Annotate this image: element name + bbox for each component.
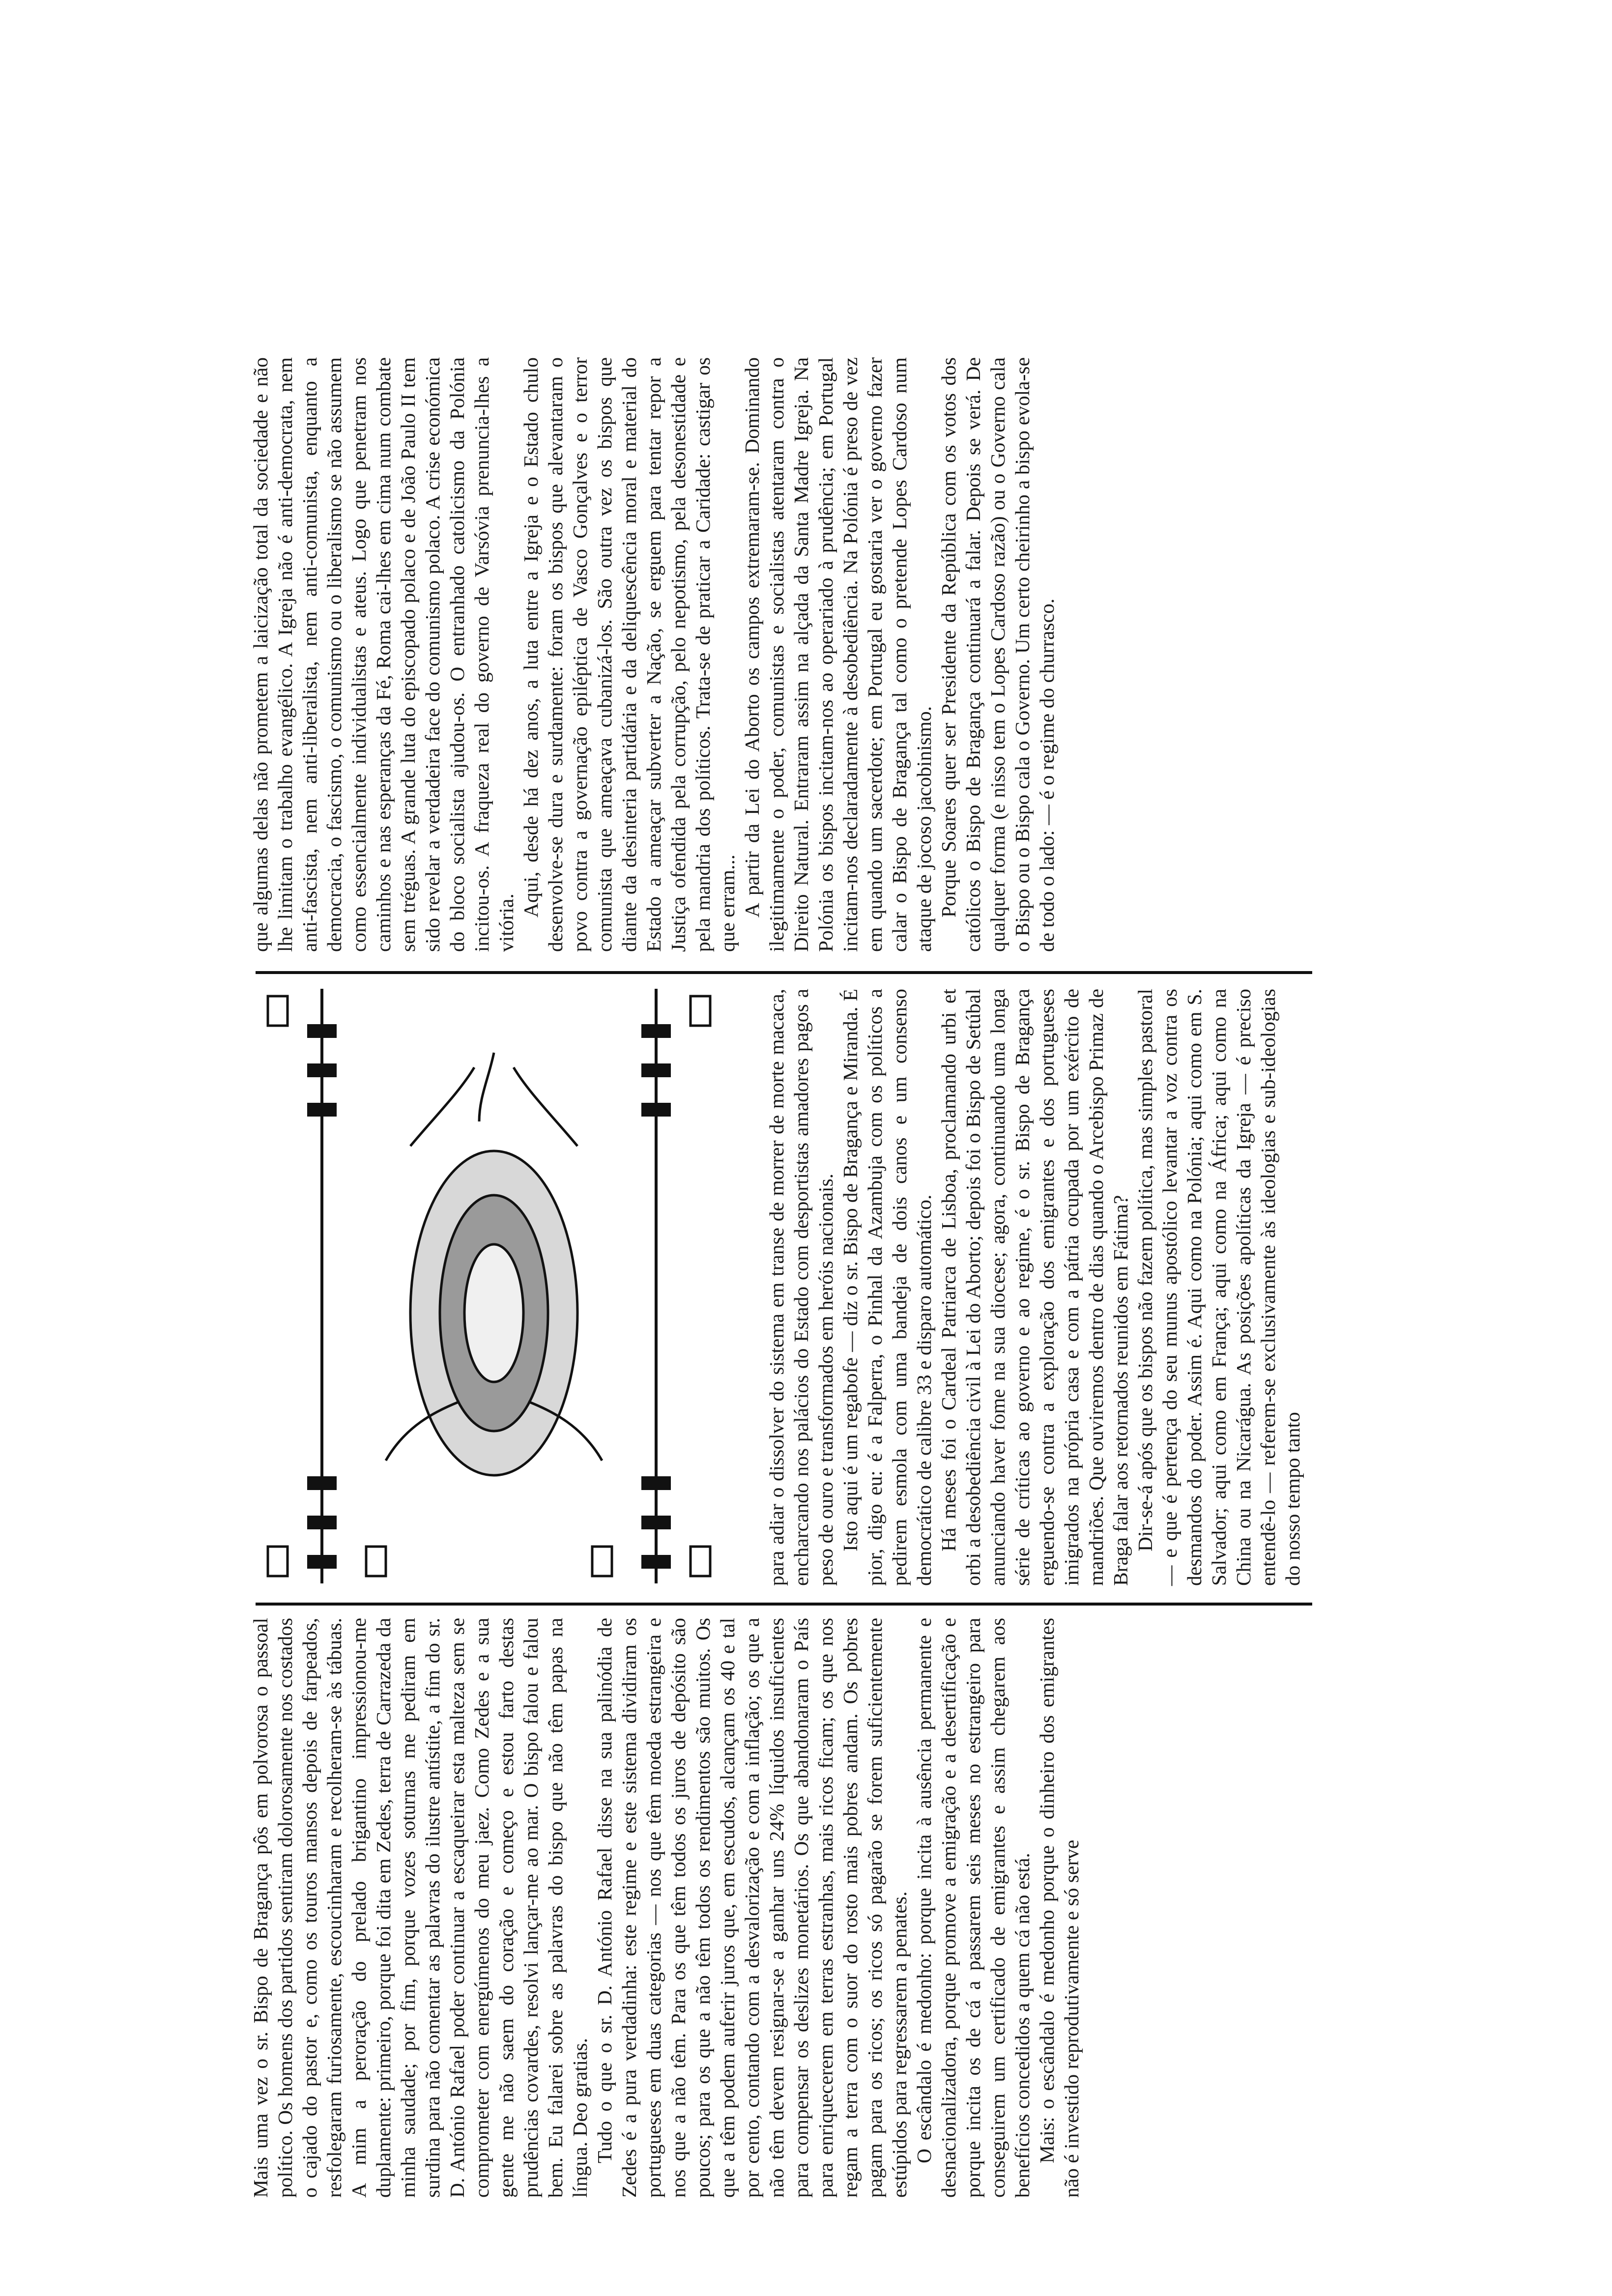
paragraph: Porque Soares quer ser Presidente da República com os votos dos católicos o Bispo de Bragança continuará a falar. Depois se verá. De qualquer forma (e nisso tem o Lopes Cardoso razão) ou o Governo cala o Bispo ou o Bispo cala o Governo. Um certo cheirinho a bispo evola-se de todo o lado: — é o regime do churrasco.	[937, 357, 1058, 952]
column-1	[248, 1618, 1084, 2198]
column-divider	[256, 1603, 1312, 1606]
paragraph: para adiar o dissolver do sistema em transe de morrer de morte macaca, encharcando nos palácios do Estado com desportistas amadores pagos a peso de ouro e transformados em heróis nacionais.	[765, 989, 837, 1586]
cartoon-bishops-candles-icon	[248, 984, 745, 1588]
column-3	[248, 357, 1059, 952]
paragraph: Aqui, desde há dez anos, a luta entre a Igreja e o Estado chulo desenvolve-se dura e surdamente: foram os bispos que alevantaram o povo contra a governação epiléptica de Vasco Gonçalves e o terror comunista que ameaçava cubanizá-los. São outra vez os bispos que diante da desinteria partidária e da deliquescência moral e material do Estado a ameaçar subverter a Nação, se erguem para tentar repor a Justiça ofendida pela corrupção, pelo nepotismo, pela desonestidade e pela mandria dos políticos. Trata-se de praticar a Caridade: castigar os que erram...	[519, 357, 739, 952]
paragraph: A partir da Lei do Aborto os campos extremaram-se. Dominando ilegitimamente o poder, comunistas e socialistas atentaram contra o Direito Natural. Entraram assim na alçada da Santa Madre Igreja. Na Polónia os bispos incitam-nos ao operariado à prudência; em Portugal incitam-nos declaradamente à desobediência. Na Polónia é preso de vez em quando um sacerdote; em Portugal eu gostaria ver o governo fazer calar o Bispo de Bragança tal como o pretende Lopes Cardoso num ataque de jocoso jacobinismo.	[741, 357, 935, 952]
paragraph: Mais: o escândalo é medonho porque o dinheiro dos emigrantes não é investido reprodutivamente e só serve	[1036, 1618, 1083, 2198]
column-2	[764, 989, 1305, 1586]
cartoon-illustration	[248, 984, 745, 1588]
paragraph: O escândalo é medonho: porque incita à ausência permanente e desnacionalizadora, porque promove a emigração e a desertificação e porque incita os de cá a passarem seis meses no estrangeiro para conseguirem um certificado de emigrantes e assim chegarem aos benefícios concedidos a quem cá não está.	[913, 1618, 1034, 2198]
paragraph: Há meses foi o Cardeal Patriarca de Lisboa, proclamando urbi et orbi a desobediência civil à Lei do Aborto; depois foi o Bispo de Setúbal anunciando haver fome na sua diocese; agora, continuando uma longa série de críticas ao governo e ao regime, é o sr. Bispo de Bragança erguendo-se contra a exploração dos emigrantes e dos portugueses imigrados na própria casa e com a pátria ocupada por um exército de mandriões. Que ouviremos dentro de dias quando o Arcebispo Primaz de Braga falar aos retornados reunidos em Fátima?	[937, 989, 1132, 1586]
paragraph: Mais uma vez o sr. Bispo de Bragança pôs em polvorosa o passoal político. Os homens dos partidos sentiram dolorosamente nos costados o cajado do pastor e, como os touros mansos depois de farpeados, resfolegaram furiosamente, escoucinharam e recolheram-se às tábuas. A mim a peroração do prelado brigantino impressionou-me duplamente: primeiro, porque foi dita em Zedes, terra de Carrazeda da minha saudade; por fim, porque vozes soturnas me pediram em surdina para não comentar as palavras do ilustre antístite, a fim do sr. D. António Rafael poder continuar a escaqueirar esta malteza sem se comprometer com energúmenos do meu jaez. Como Zedes e a sua gente me não saem do coração e começo e estou farto destas prudências covardes, resolvi lançar-me ao mar. O bispo falou e falou bem. Eu falarei sobre as palavras do bispo que não têm papas na língua. Deo gratias.	[249, 1618, 591, 2198]
paragraph: que algumas delas não prometem a laicização total da sociedade e não lhe limitam o trabalho evangélico. A Igreja não é anti-democrata, nem anti-fascista, nem anti-liberalista, nem anti-comunista, enquanto a democracia, o fascismo, o comunismo ou o liberalismo se não assumem como essencialmente individualistas e ateus. Logo que penetram nos caminhos e nas esperanças da Fé, Roma cai-lhes em cima num combate sem tréguas. A grande luta do episcopado polaco e de João Paulo II tem sido revelar a verdadeira face do comunismo polaco. A crise económica do bloco socialista ajudou-os. O entranhado catolicismo da Polónia incitou-os. A fraqueza real do governo de Varsóvia prenuncia-lhes a vitória.	[249, 357, 518, 952]
paragraph: Tudo o que o sr. D. António Rafael disse na sua palinódia de Zedes é a pura verdadinha: este regime e este sistema dividiram os portugueses em duas categorias — nos que têm moeda estrangeira e nos que a não têm. Para os que têm todos os juros de depósito são poucos; para os que a não têm todos os rendimentos são muitos. Os que a têm podem auferir juros que, em escudos, alcançam os 40 e tal por cento, contando com a desvalorização e com a inflação; os que a não têm devem resignar-se a ganhar uns 24% líquidos insuficientes para compensar os deslizes monetários. Os que abandonaram o País para enriquecerem em terras estranhas, mais ricos ficam; os que nos regam a terra com o suor do rosto mais pobres andam. Os pobres pagam para os ricos; os ricos só pagarão se forem suficientemente estúpidos para regressarem a penates.	[593, 1618, 911, 2198]
column-divider	[256, 971, 1312, 974]
paragraph: Dir-se-á após que os bispos não fazem política, mas simples pastoral — e que é pertença do seu munus apostólico levantar a voz contra os desmandos do poder. Assim é. Aqui como na Polónia; aqui como em S. Salvador; aqui como em França; aqui como na África; aqui como na China ou na Nicarágua. As posições apolíticas da Igreja — é preciso entendê-lo — referem-se exclusivamente às ideologias e sub-ideologias do nosso tempo tanto	[1134, 989, 1304, 1586]
paragraph: Isto aqui é um regabofe — diz o sr. Bispo de Bragança e Miranda. É pior, digo eu: é a Falperra, o Pinhal da Azambuja com os políticos a pedirem esmola com uma bandeja de dois canos e um consenso democrático de calibre 33 e disparo automático.	[839, 989, 935, 1586]
